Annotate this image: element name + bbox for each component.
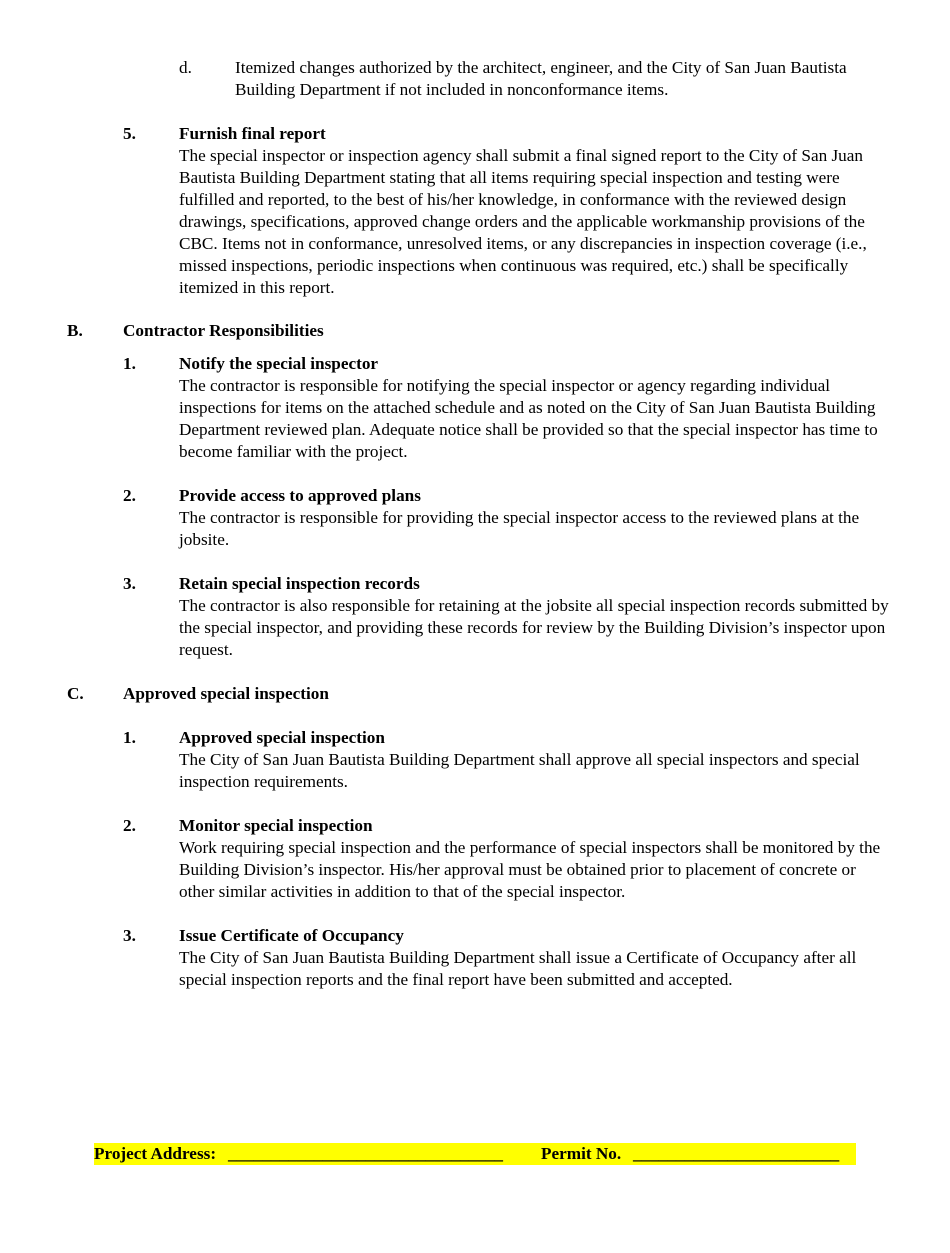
section-b-item-2-number: 2. bbox=[123, 486, 136, 505]
section-c-letter: C. bbox=[67, 684, 84, 703]
section-b-letter: B. bbox=[67, 321, 83, 340]
item-d-marker: d. bbox=[179, 58, 192, 77]
section-b-item-2-heading: Provide access to approved plans bbox=[179, 486, 421, 505]
section-b-title: Contractor Responsibilities bbox=[123, 321, 324, 340]
section-b-item-1-body: The contractor is responsible for notifying the special inspector or agency regarding individual inspections for items on the attached schedule and as noted on the City of San Juan Bautista Building Department reviewed plan. Adequate notice shall be provided so that the special inspector has time to become familiar with the project. bbox=[179, 376, 878, 461]
permit-number-field[interactable]: ________________________ bbox=[633, 1144, 840, 1163]
section-b-item-2-body: The contractor is responsible for providing the special inspector access to the reviewed plans at the jobsite. bbox=[179, 508, 860, 549]
section-c-item-2-body: Work requiring special inspection and the performance of special inspectors shall be monitored by the Building Division’s inspector. His/her approval must be obtained prior to placement of concrete or other similar activities in addition to that of the special inspector. bbox=[179, 838, 881, 901]
section-b-item-1-number: 1. bbox=[123, 354, 136, 373]
project-address-label: Project Address: bbox=[94, 1144, 217, 1163]
item-5-number: 5. bbox=[123, 124, 136, 143]
item-d-text: Itemized changes authorized by the architect, engineer, and the City of San Juan Bautista Building Department if not included in nonconformance items. bbox=[235, 58, 847, 99]
project-address-field[interactable]: ________________________________ bbox=[228, 1144, 503, 1163]
section-b-item-3-number: 3. bbox=[123, 574, 136, 593]
section-b-item-3-heading: Retain special inspection records bbox=[179, 574, 420, 593]
section-c-item-1-number: 1. bbox=[123, 728, 136, 747]
section-c-item-2-heading: Monitor special inspection bbox=[179, 816, 373, 835]
section-c-title: Approved special inspection bbox=[123, 684, 329, 703]
section-c-item-1-body: The City of San Juan Bautista Building Department shall approve all special inspectors and special inspection requirements. bbox=[179, 750, 860, 791]
section-c-item-3-body: The City of San Juan Bautista Building Department shall issue a Certificate of Occupancy after all special inspection reports and the final report have been submitted and accepted. bbox=[179, 948, 857, 989]
section-b-item-1-heading: Notify the special inspector bbox=[179, 354, 379, 373]
section-c-item-3-number: 3. bbox=[123, 926, 136, 945]
section-c-item-1-heading: Approved special inspection bbox=[179, 728, 385, 747]
footer-bar bbox=[94, 1143, 856, 1165]
item-5-body: The special inspector or inspection agency shall submit a final signed report to the City of San Juan Bautista Building Department stating that all items requiring special inspection and testing were fulfilled and reported, to the best of his/her knowledge, in conformance with the reviewed design drawings, specifications, approved change orders and the applicable workmanship provisions of the CBC. Items not in conformance, unresolved items, or any discrepancies in inspection coverage (i.e., missed inspections, periodic inspections when continuous was required, etc.) shall be specifically itemized in this report. bbox=[179, 146, 867, 297]
section-c-item-3-heading: Issue Certificate of Occupancy bbox=[179, 926, 404, 945]
section-b-item-3-body: The contractor is also responsible for retaining at the jobsite all special inspection records submitted by the special inspector, and providing these records for review by the Building Division’s inspector upon request. bbox=[179, 596, 889, 659]
section-c-item-2-number: 2. bbox=[123, 816, 136, 835]
permit-number-label: Permit No. bbox=[541, 1144, 622, 1163]
item-5-heading: Furnish final report bbox=[179, 124, 326, 143]
